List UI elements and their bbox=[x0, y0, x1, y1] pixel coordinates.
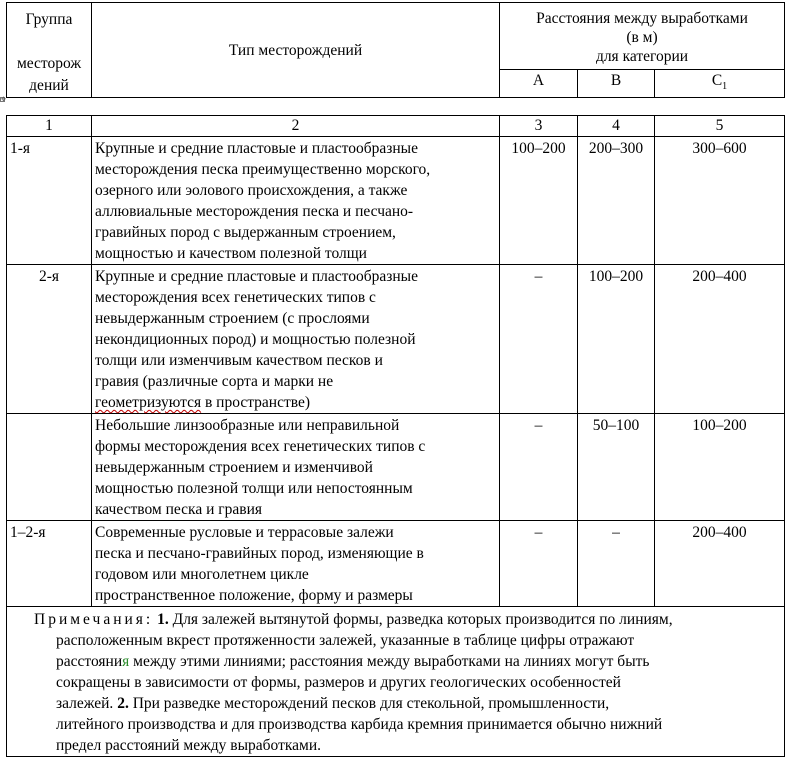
table-move-handle-icon[interactable]: ✥ bbox=[1, 97, 7, 103]
column-number: 1 bbox=[7, 116, 92, 137]
note-line: сокращены в зависимости от формы, размеров и других геологических особенностей bbox=[56, 674, 621, 691]
row-group: 2-я bbox=[7, 265, 92, 414]
header-group-line1: Группа bbox=[25, 11, 73, 28]
desc-line: гравия (различные сорта и марки не bbox=[95, 373, 334, 390]
row-group: 1–2-я bbox=[7, 521, 92, 607]
desc-line: Небольшие линзообразные или неправильной bbox=[95, 417, 400, 434]
note-text: расстояни bbox=[56, 653, 123, 670]
desc-line: месторождения всех генетических типов с bbox=[95, 289, 376, 306]
spellcheck-word[interactable]: геометризуются bbox=[95, 394, 202, 411]
table-row bbox=[7, 265, 785, 414]
header-cat-b: В bbox=[578, 69, 655, 97]
row-value-b: 50–100 bbox=[578, 414, 655, 521]
row-value-c: 200–400 bbox=[655, 265, 785, 414]
row-description bbox=[92, 137, 500, 265]
note-line: предел расстояний между выработками. bbox=[56, 737, 322, 754]
desc-line: пространственное положение, форму и размеры bbox=[95, 587, 413, 604]
row-group: 1-я bbox=[7, 137, 92, 265]
header-cat-c-label: С bbox=[711, 71, 723, 89]
table-row bbox=[7, 521, 785, 607]
row-value-a: – bbox=[500, 414, 578, 521]
note-text-highlight: я bbox=[122, 653, 130, 670]
note-text: При разведке месторождений песков для стекольной, промышленности, bbox=[128, 695, 610, 712]
header-group bbox=[7, 3, 92, 98]
desc-line: некондиционных пород) и мощностью полезной bbox=[95, 331, 416, 348]
row-value-c: 100–200 bbox=[655, 414, 785, 521]
column-number: 5 bbox=[655, 116, 785, 137]
note-line: расположенным вкрест протяженности залежей, указанные в таблице цифры отражают bbox=[56, 632, 635, 649]
note-text: залежей. bbox=[56, 695, 118, 712]
note-text: между этими линиями; расстояния между выработками на линиях могут быть bbox=[129, 653, 650, 670]
note-number-1: 1. bbox=[157, 611, 169, 628]
note-line bbox=[34, 651, 776, 672]
header-table bbox=[6, 2, 785, 98]
header-type: Тип месторождений bbox=[92, 3, 500, 98]
row-value-b: 100–200 bbox=[578, 265, 655, 414]
note-row bbox=[7, 607, 785, 757]
note-line: литейного производства и для производства карбида кремния принимается обычно нижний bbox=[56, 716, 663, 733]
row-description bbox=[92, 521, 500, 607]
desc-line: невыдержанным строением (с прослоями bbox=[95, 310, 370, 327]
desc-line: годовом или многолетнем цикле bbox=[95, 566, 309, 583]
desc-line: невыдержанным строением и изменчивой bbox=[95, 459, 373, 476]
desc-line: Современные русловые и террасовые залежи bbox=[95, 524, 394, 541]
row-description bbox=[92, 414, 500, 521]
header-group-line2: месторож bbox=[16, 55, 82, 72]
desc-line bbox=[95, 392, 496, 413]
table-row bbox=[7, 414, 785, 521]
header-distance-line2: (в м) bbox=[626, 29, 658, 46]
desc-line: Крупные и средние пластовые и пластообразные bbox=[95, 268, 418, 285]
desc-line: толщи или изменчивым качеством песков и bbox=[95, 352, 383, 369]
row-value-b: – bbox=[578, 521, 655, 607]
table-note bbox=[7, 607, 785, 757]
note-line bbox=[34, 693, 776, 714]
note-text: Для залежей вытянутой формы, разведка которых производится по линиям, bbox=[168, 611, 673, 628]
desc-line: мощностью и качеством полезной толщи bbox=[95, 245, 367, 262]
note-label: Примечания: bbox=[34, 611, 154, 628]
row-value-b: 200–300 bbox=[578, 137, 655, 265]
row-value-c: 200–400 bbox=[655, 521, 785, 607]
desc-line: озерного или эолового происхождения, а также bbox=[95, 182, 408, 199]
header-cat-c-sub: 1 bbox=[722, 80, 728, 92]
row-description bbox=[92, 265, 500, 414]
row-value-a: 100–200 bbox=[500, 137, 578, 265]
column-number: 4 bbox=[578, 116, 655, 137]
row-value-a: – bbox=[500, 265, 578, 414]
header-distance bbox=[500, 3, 785, 70]
table-row bbox=[7, 137, 785, 265]
header-distance-line1: Расстояния между выработками bbox=[536, 10, 748, 27]
row-value-a: – bbox=[500, 521, 578, 607]
column-number: 2 bbox=[92, 116, 500, 137]
desc-line: гравийных пород с выдержанным строением, bbox=[95, 224, 396, 241]
desc-line: месторождения песка преимущественно морского, bbox=[95, 161, 431, 178]
note-line bbox=[34, 609, 776, 630]
header-distance-line3: для категории bbox=[595, 48, 689, 65]
desc-line: качеством песка и гравия bbox=[95, 501, 263, 518]
desc-line: песка и песчано-гравийных пород, изменяющие в bbox=[95, 545, 424, 562]
desc-line: аллювиальные месторождения песка и песчано- bbox=[95, 203, 414, 220]
note-number-2: 2. bbox=[117, 695, 129, 712]
desc-line: мощностью полезной толщи или непостоянным bbox=[95, 480, 413, 497]
column-number: 3 bbox=[500, 116, 578, 137]
desc-line-rest: в пространстве) bbox=[201, 394, 311, 411]
desc-line: формы месторождения всех генетических типов с bbox=[95, 438, 426, 455]
main-table bbox=[6, 115, 785, 757]
column-number-row bbox=[7, 116, 785, 137]
row-value-c: 300–600 bbox=[655, 137, 785, 265]
row-group bbox=[7, 414, 92, 521]
header-group-line3: дений bbox=[29, 77, 69, 94]
header-cat-c bbox=[655, 69, 785, 97]
header-cat-a: А bbox=[500, 69, 578, 97]
desc-line: Крупные и средние пластовые и пластообразные bbox=[95, 140, 418, 157]
